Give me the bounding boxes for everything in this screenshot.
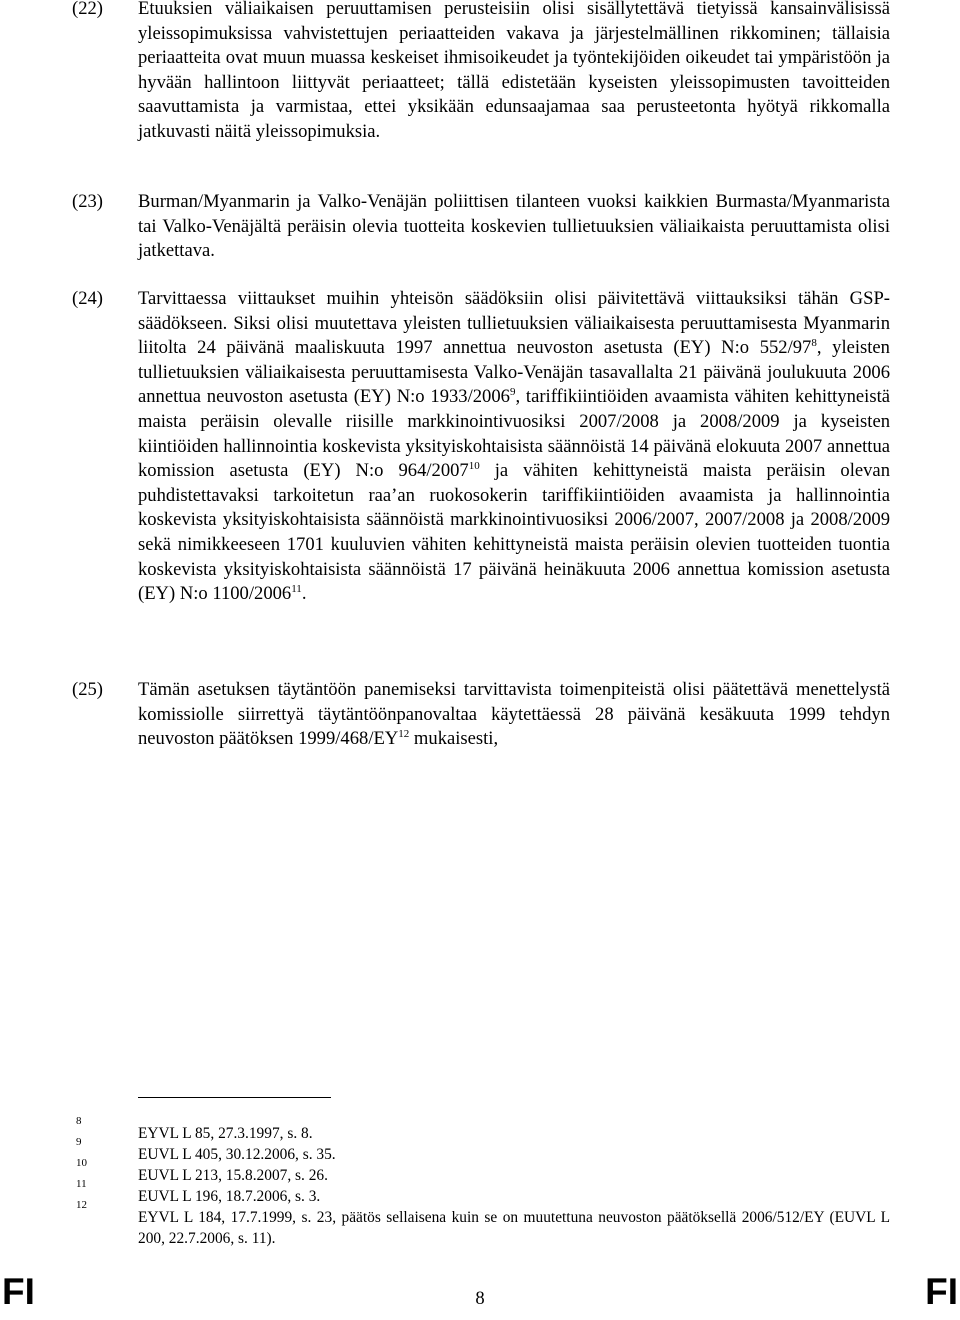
footnote-ref-9: 9 (509, 386, 516, 399)
recital-23 (72, 190, 890, 264)
recital-number: (24) (72, 288, 103, 309)
language-code-right: FI (925, 1271, 958, 1312)
footnote-ref-11: 11 (291, 583, 302, 596)
page-number: 8 (475, 1288, 485, 1309)
language-code-left: FI (2, 1271, 35, 1312)
footnote-10 (76, 1157, 890, 1186)
footnote-12 (76, 1199, 890, 1249)
recital-24 (72, 287, 890, 607)
footnote-number: 11 (76, 1178, 87, 1190)
footnote-text: EUVL L 405, 30.12.2006, s. 35. (138, 1146, 336, 1163)
recital-text: Tarvittaessa viittaukset muihin yhteisön säädöksiin olisi päivitettävä viittauksiksi tähän GSP-säädökseen. Siksi olisi muutettava yleisten tullietuuksien väliaikaisesta peruuttamisesta Myanmarin liitolta 24 päivänä maaliskuuta 1997 annettua neuvoston asetusta (EY) N:o $552/97^8$, yleisten tullietuuksien väliaikaisesta peruuttamisesta Valko-Venäjän tasavallalta 21 päivänä joulukuuta 2006 annettua neuvoston asetusta (EY) N:o 1933/2006$^9$, tariffikiintiöiden avaamista vähiten kehittyneistä maista peräisin olevalle riisille markkinointivuosiksi 2007/2008 ja 2008/2009 ja kyseisten kiintiöiden hallinnointia koskevista yksityiskohtaisista säännöistä 14 päivänä elokuuta 2007 annettua komission asetusta (EY) N:o 964/2007$^{10}$ ja vähiten kehittyneistä maista peräisin olevan puhdistettavaksi tarkoitetun raa’an ruokosokerin tariffikiintiöiden avaamista ja hallinnointia koskevista yksityiskohtaisista säännöistä markkinointivuosiksi 2006/2007, 2007/2008 ja 2008/2009 sekä nimikkeeseen 1701 kuuluvien vähiten kehittyneistä maista peräisin olevien tuotteiden tuontia koskevista yksityiskohtaisista säännöistä 17 päivänä heinäkuuta 2006 annettua komission asetusta (EY) N:o 1100/2006$^{11}$. (138, 288, 890, 605)
footnote-separator (138, 1097, 331, 1098)
footnote-number: 12 (76, 1199, 87, 1211)
recital-number: (23) (72, 191, 103, 212)
footnote-number: 9 (76, 1136, 82, 1148)
recital-text: Tämän asetuksen täytäntöön panemiseksi tarvittavista toimenpiteistä olisi päätettävä menettelystä komissiolle siirrettyä täytäntöönpanovaltaa käytettäessä 28 päivänä kesäkuuta 1999 tehdyn neuvoston päätöksen 1999/468/EY$^{12}$ mukaisesti, (138, 679, 890, 750)
recital-number: (25) (72, 679, 103, 700)
footnote-number: 8 (76, 1115, 82, 1127)
footnote-ref-8: 8 (811, 337, 817, 350)
footnote-number: 10 (76, 1157, 87, 1169)
recital-number: (22) (72, 0, 103, 19)
recital-22 (72, 0, 890, 145)
footnote-text: EUVL L 213, 15.8.2007, s. 26. (138, 1167, 328, 1184)
footnote-ref-10: 10 (468, 460, 480, 473)
recital-25 (72, 678, 890, 752)
footnote-text: EYVL L 85, 27.3.1997, s. 8. (138, 1125, 313, 1142)
footnote-8 (76, 1115, 890, 1144)
footnote-text: EYVL L 184, 17.7.1999, s. 23, päätös sellaisena kuin se on muutettuna neuvoston päätöksellä 2006/512/EY (EUVL L 200, 22.7.2006, s. 11). (138, 1209, 890, 1247)
footnote-11 (76, 1178, 890, 1207)
footnote-9 (76, 1136, 890, 1165)
recital-text: Etuuksien väliaikaisen peruuttamisen perusteisiin olisi sisällytettävä tietyissä kansainvälisissä yleissopimuksissa vahvistettujen periaatteiden vakava ja järjestelmällinen rikkominen; tällaisia periaatteita ovat muun muassa keskeiset ihmisoikeudet ja työntekijöiden oikeudet tai ympäristöön ja hyvään hallintoon liittyvät periaatteet; tällä edistetään kyseisten yleissopimusten tavoitteiden saavuttamista ja varmistaa, ettei yksikään edunsaajamaa saa perusteetonta hyötyä rikkomalla jatkuvasti näitä yleissopimuksia. (138, 0, 890, 142)
recital-text: Burman/Myanmarin ja Valko-Venäjän poliittisen tilanteen vuoksi kaikkien Burmasta/Myanmarista tai Valko-Venäjältä peräisin olevia tuotteita koskevien tullietuuksien väliaikaista peruuttamista olisi jatkettava. (138, 191, 890, 262)
footnote-ref-12: 12 (398, 728, 410, 741)
footnote-text: EUVL L 196, 18.7.2006, s. 3. (138, 1188, 321, 1205)
